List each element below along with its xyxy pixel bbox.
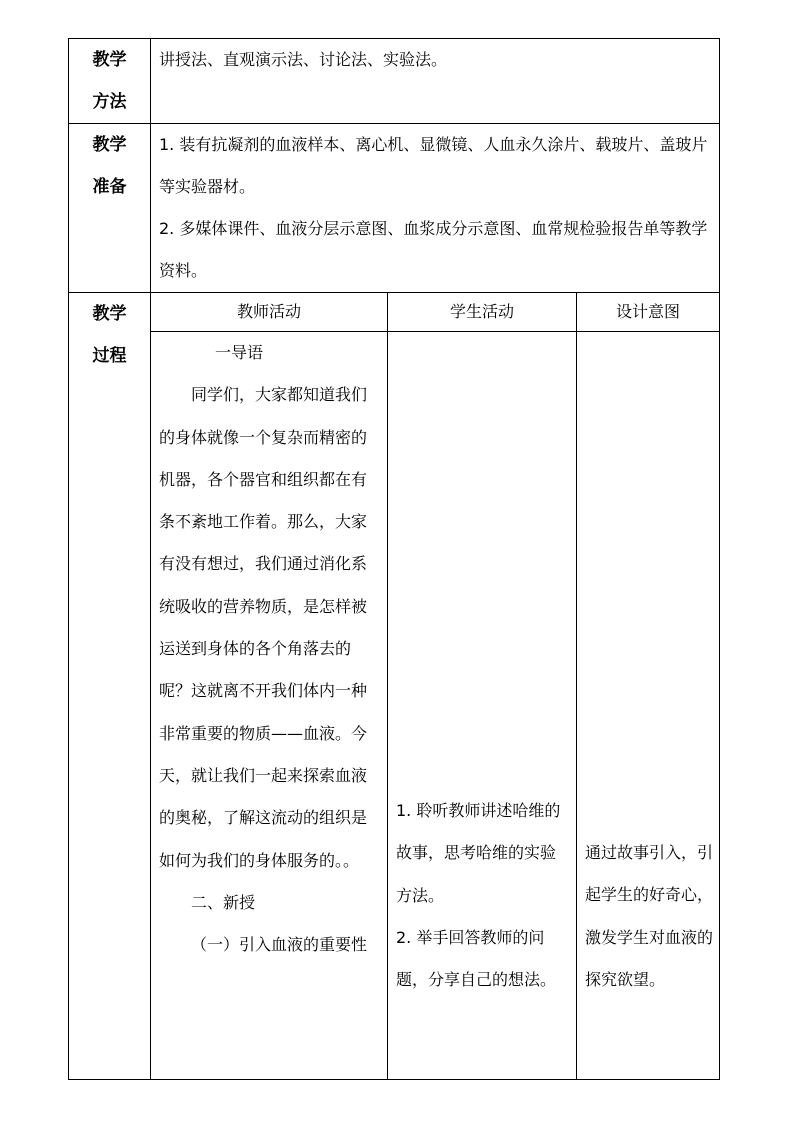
preparation-item-1: 1. 装有抗凝剂的血液样本、离心机、显微镜、人血永久涂片、载玻片、盖玻片等实验器材。	[159, 135, 708, 196]
process-content-row	[69, 332, 720, 1080]
teacher-activity-header: 教师活动	[151, 293, 388, 332]
teacher-activity-cell	[151, 332, 388, 1080]
preparation-row	[69, 124, 720, 293]
preparation-label	[69, 124, 151, 293]
preparation-label-line2: 准备	[92, 177, 127, 197]
student-activity-cell	[388, 332, 577, 1080]
methods-label-line2: 方法	[92, 92, 127, 112]
lesson-plan-table	[68, 38, 720, 1080]
preparation-label-line1: 教学	[92, 135, 127, 155]
design-intent-header: 设计意图	[577, 293, 720, 332]
student-activity-header: 学生活动	[388, 293, 577, 332]
intro-heading: 一导语	[215, 343, 264, 362]
student-item-2: 2. 举手回答教师的问题，分享自己的想法。	[396, 927, 557, 990]
process-label	[69, 293, 151, 1080]
methods-label-line1: 教学	[92, 50, 127, 70]
process-label-line1: 教学	[92, 304, 127, 324]
design-intent-text: 通过故事引入，引起学生的好奇心，激发学生对血液的探究欲望。	[585, 843, 714, 989]
methods-content	[151, 39, 720, 124]
student-item-1: 1. 聆听教师讲述哈维的故事，思考哈维的实验方法。	[396, 801, 561, 905]
design-intent-cell	[577, 332, 720, 1080]
lesson-plan-page	[68, 38, 719, 1081]
process-label-line2: 过程	[92, 346, 127, 366]
methods-text: 讲授法、直观演示法、讨论法、实验法。	[159, 50, 448, 69]
process-header-row	[69, 293, 720, 332]
methods-label	[69, 39, 151, 124]
sub-heading: （一）引入血液的重要性	[191, 935, 368, 955]
intro-text: 同学们，大家都知道我们的身体就像一个复杂而精密的机器，各个器官和组织都在有条不紊地工作着。那么，大家有没有想过，我们通过消化系统吸收的营养物质，是怎样被运送到身体的各个角落去的呢？这就离不开我们体内一种非常重要的物质——血液。今天，就让我们一起来探索血液的奥秘，了解这流动的组织是如何为我们的身体服务的。。	[159, 385, 368, 870]
preparation-item-2: 2. 多媒体课件、血液分层示意图、血浆成分示意图、血常规检验报告单等教学资料。	[159, 219, 708, 280]
methods-row	[69, 39, 720, 124]
new-lesson-heading: 二、新授	[191, 892, 256, 912]
preparation-content	[151, 124, 720, 293]
